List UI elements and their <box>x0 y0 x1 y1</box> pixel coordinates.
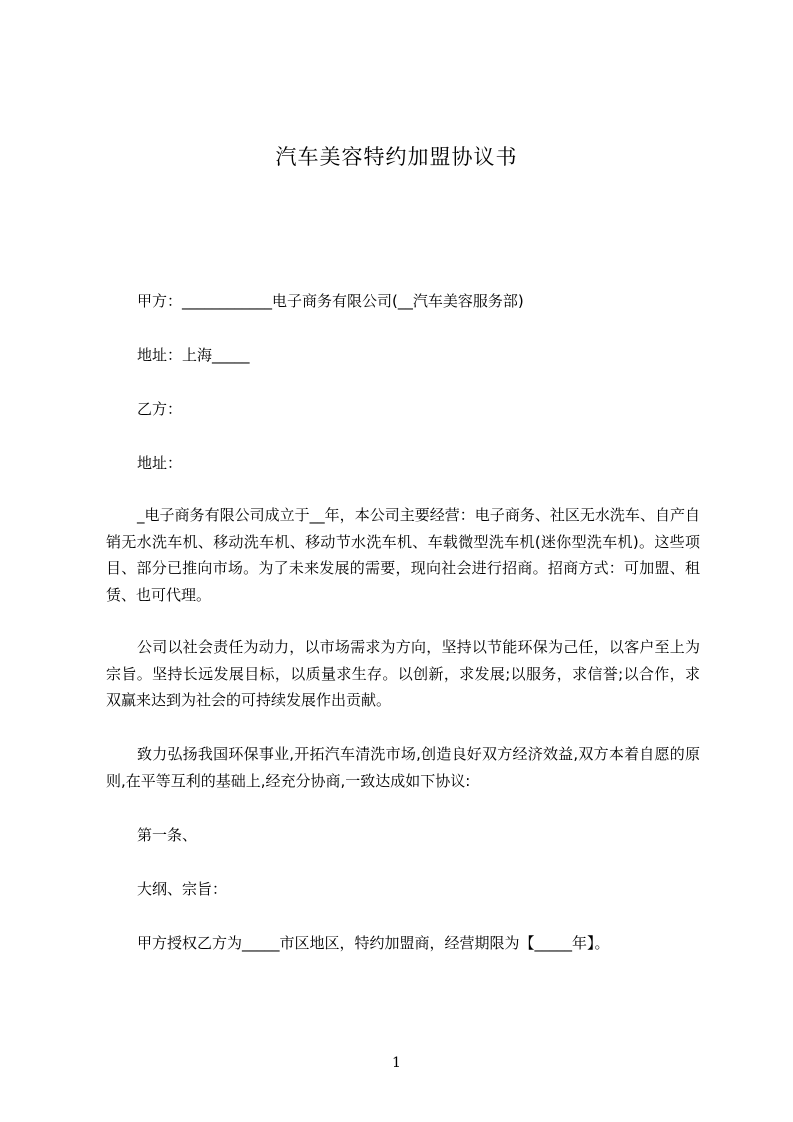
party-b-address-line: 地址： <box>137 454 183 472</box>
party-a-line: 甲方：____________电子商务有限公司(__汽车美容服务部) <box>137 292 524 310</box>
agreement-intent-paragraph: 致力弘扬我国环保事业,开拓汽车清洗市场,创造良好双方经济效益,双方本着自愿的原则,在平等互利的基础上,经充分协商,一致达成如下协议: <box>106 745 700 790</box>
company-mission-paragraph: 公司以社会责任为动力，以市场需求为方向，坚持以节能环保为己任，以客户至上为宗旨。坚持长远发展目标，以质量求生存。以创新，求发展;以服务，求信誉;以合作，求双赢来达到为社会的可持续发展作出贡献。 <box>106 638 700 709</box>
outline-heading: 大纲、宗旨： <box>137 880 228 898</box>
page-number: 1 <box>392 1055 401 1071</box>
authorization-clause: 甲方授权乙方为_____市区地区，特约加盟商，经营期限为【_____年】。 <box>137 934 610 952</box>
document-title: 汽车美容特约加盟协议书 <box>275 145 518 169</box>
party-a-address-line: 地址：上海_____ <box>137 346 250 364</box>
company-intro-paragraph: _电子商务有限公司成立于__年，本公司主要经营：电子商务、社区无水洗车、自产自销无水洗车机、移动洗车机、移动节水洗车机、车载微型洗车机(迷你型洗车机)。这些项目、部分已推向市场。为了未来发展的需要，现向社会进行招商。招商方式：可加盟、租赁、也可代理。 <box>106 506 700 604</box>
article-heading: 第一条、 <box>137 826 198 844</box>
party-b-line: 乙方： <box>137 400 183 418</box>
